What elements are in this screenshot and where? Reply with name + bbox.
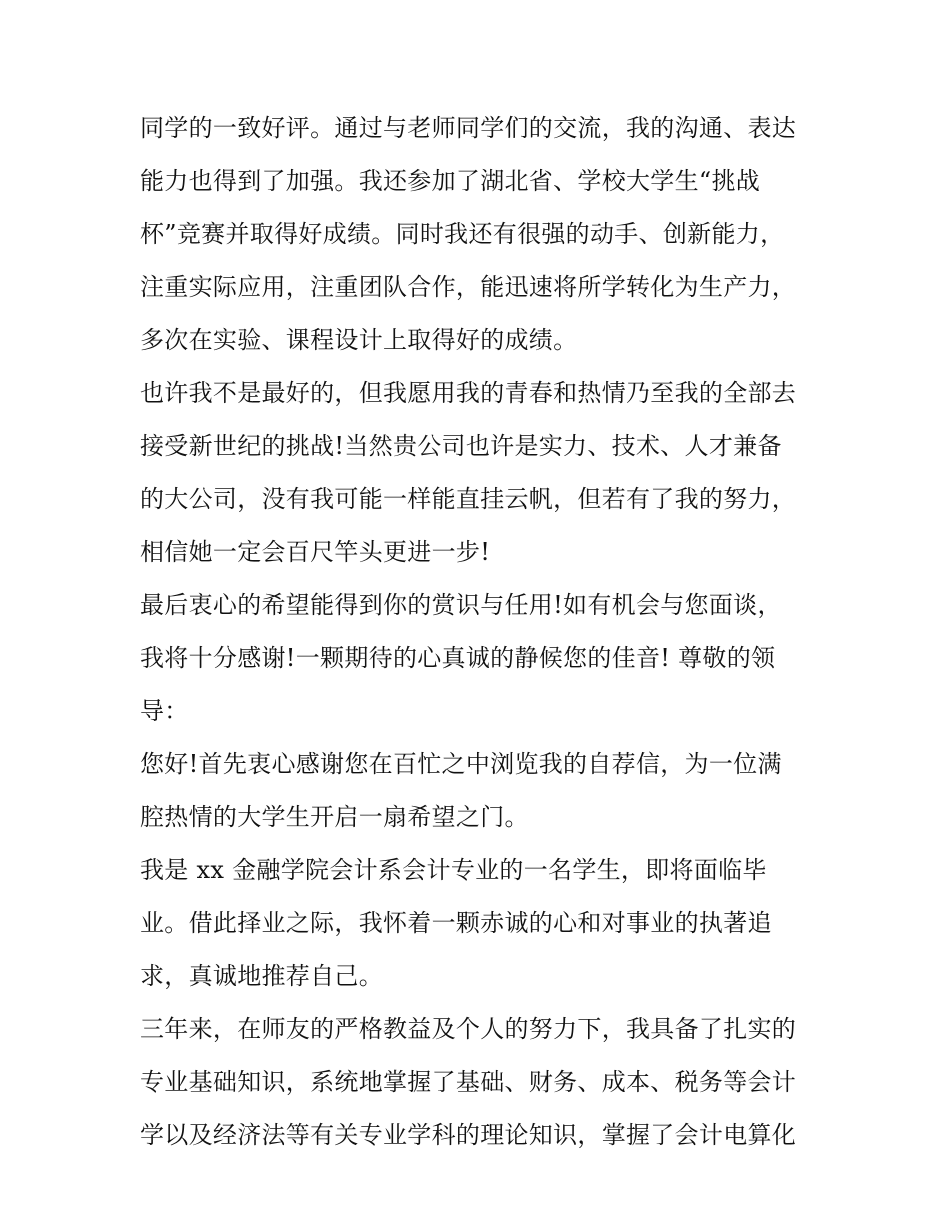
text-line: 相信她一定会百尺竿头更进一步! [140, 538, 491, 566]
text-line: 腔热情的大学生开启一扇希望之门。 [140, 803, 529, 831]
text-line: 三年来，在师友的严格教益及个人的努力下，我具备了扎实的 [140, 1015, 797, 1043]
text-line: 业。借此择业之际，我怀着一颗赤诚的心和对事业的执著追 [140, 909, 772, 937]
text-line: 我是 xx 金融学院会计系会计专业的一名学生，即将面临毕 [140, 856, 767, 884]
text-line: 专业基础知识，系统地掌握了基础、财务、成本、税务等会计 [140, 1068, 797, 1096]
text-line: 求，真诚地推荐自己。 [140, 962, 383, 990]
text-line: 能力也得到了加强。我还参加了湖北省、学校大学生“挑战 [140, 167, 761, 195]
text-line: 注重实际应用，注重团队合作，能迅速将所学转化为生产力， [140, 273, 797, 301]
text-line: 杯”竞赛并取得好成绩。同时我还有很强的动手、创新能力， [140, 220, 785, 248]
text-line: 也许我不是最好的，但我愿用我的青春和热情乃至我的全部去 [140, 379, 797, 407]
text-line: 最后衷心的希望能得到你的赏识与任用!如有机会与您面谈， [140, 591, 782, 619]
text-line: 导： [140, 697, 189, 725]
text-line: 我将十分感谢!一颗期待的心真诚的静候您的佳音! 尊敬的领 [140, 644, 776, 672]
text-line: 同学的一致好评。通过与老师同学们的交流，我的沟通、表达 [140, 114, 797, 142]
text-line: 接受新世纪的挑战!当然贵公司也许是实力、技术、人才兼备 [140, 432, 782, 460]
text-line: 多次在实验、课程设计上取得好的成绩。 [140, 326, 578, 354]
text-line: 学以及经济法等有关专业学科的理论知识，掌握了会计电算化 [140, 1121, 797, 1149]
text-line: 您好!首先衷心感谢您在百忙之中浏览我的自荐信，为一位满 [140, 750, 782, 778]
text-line: 的大公司，没有我可能一样能直挂云帆，但若有了我的努力， [140, 485, 797, 513]
